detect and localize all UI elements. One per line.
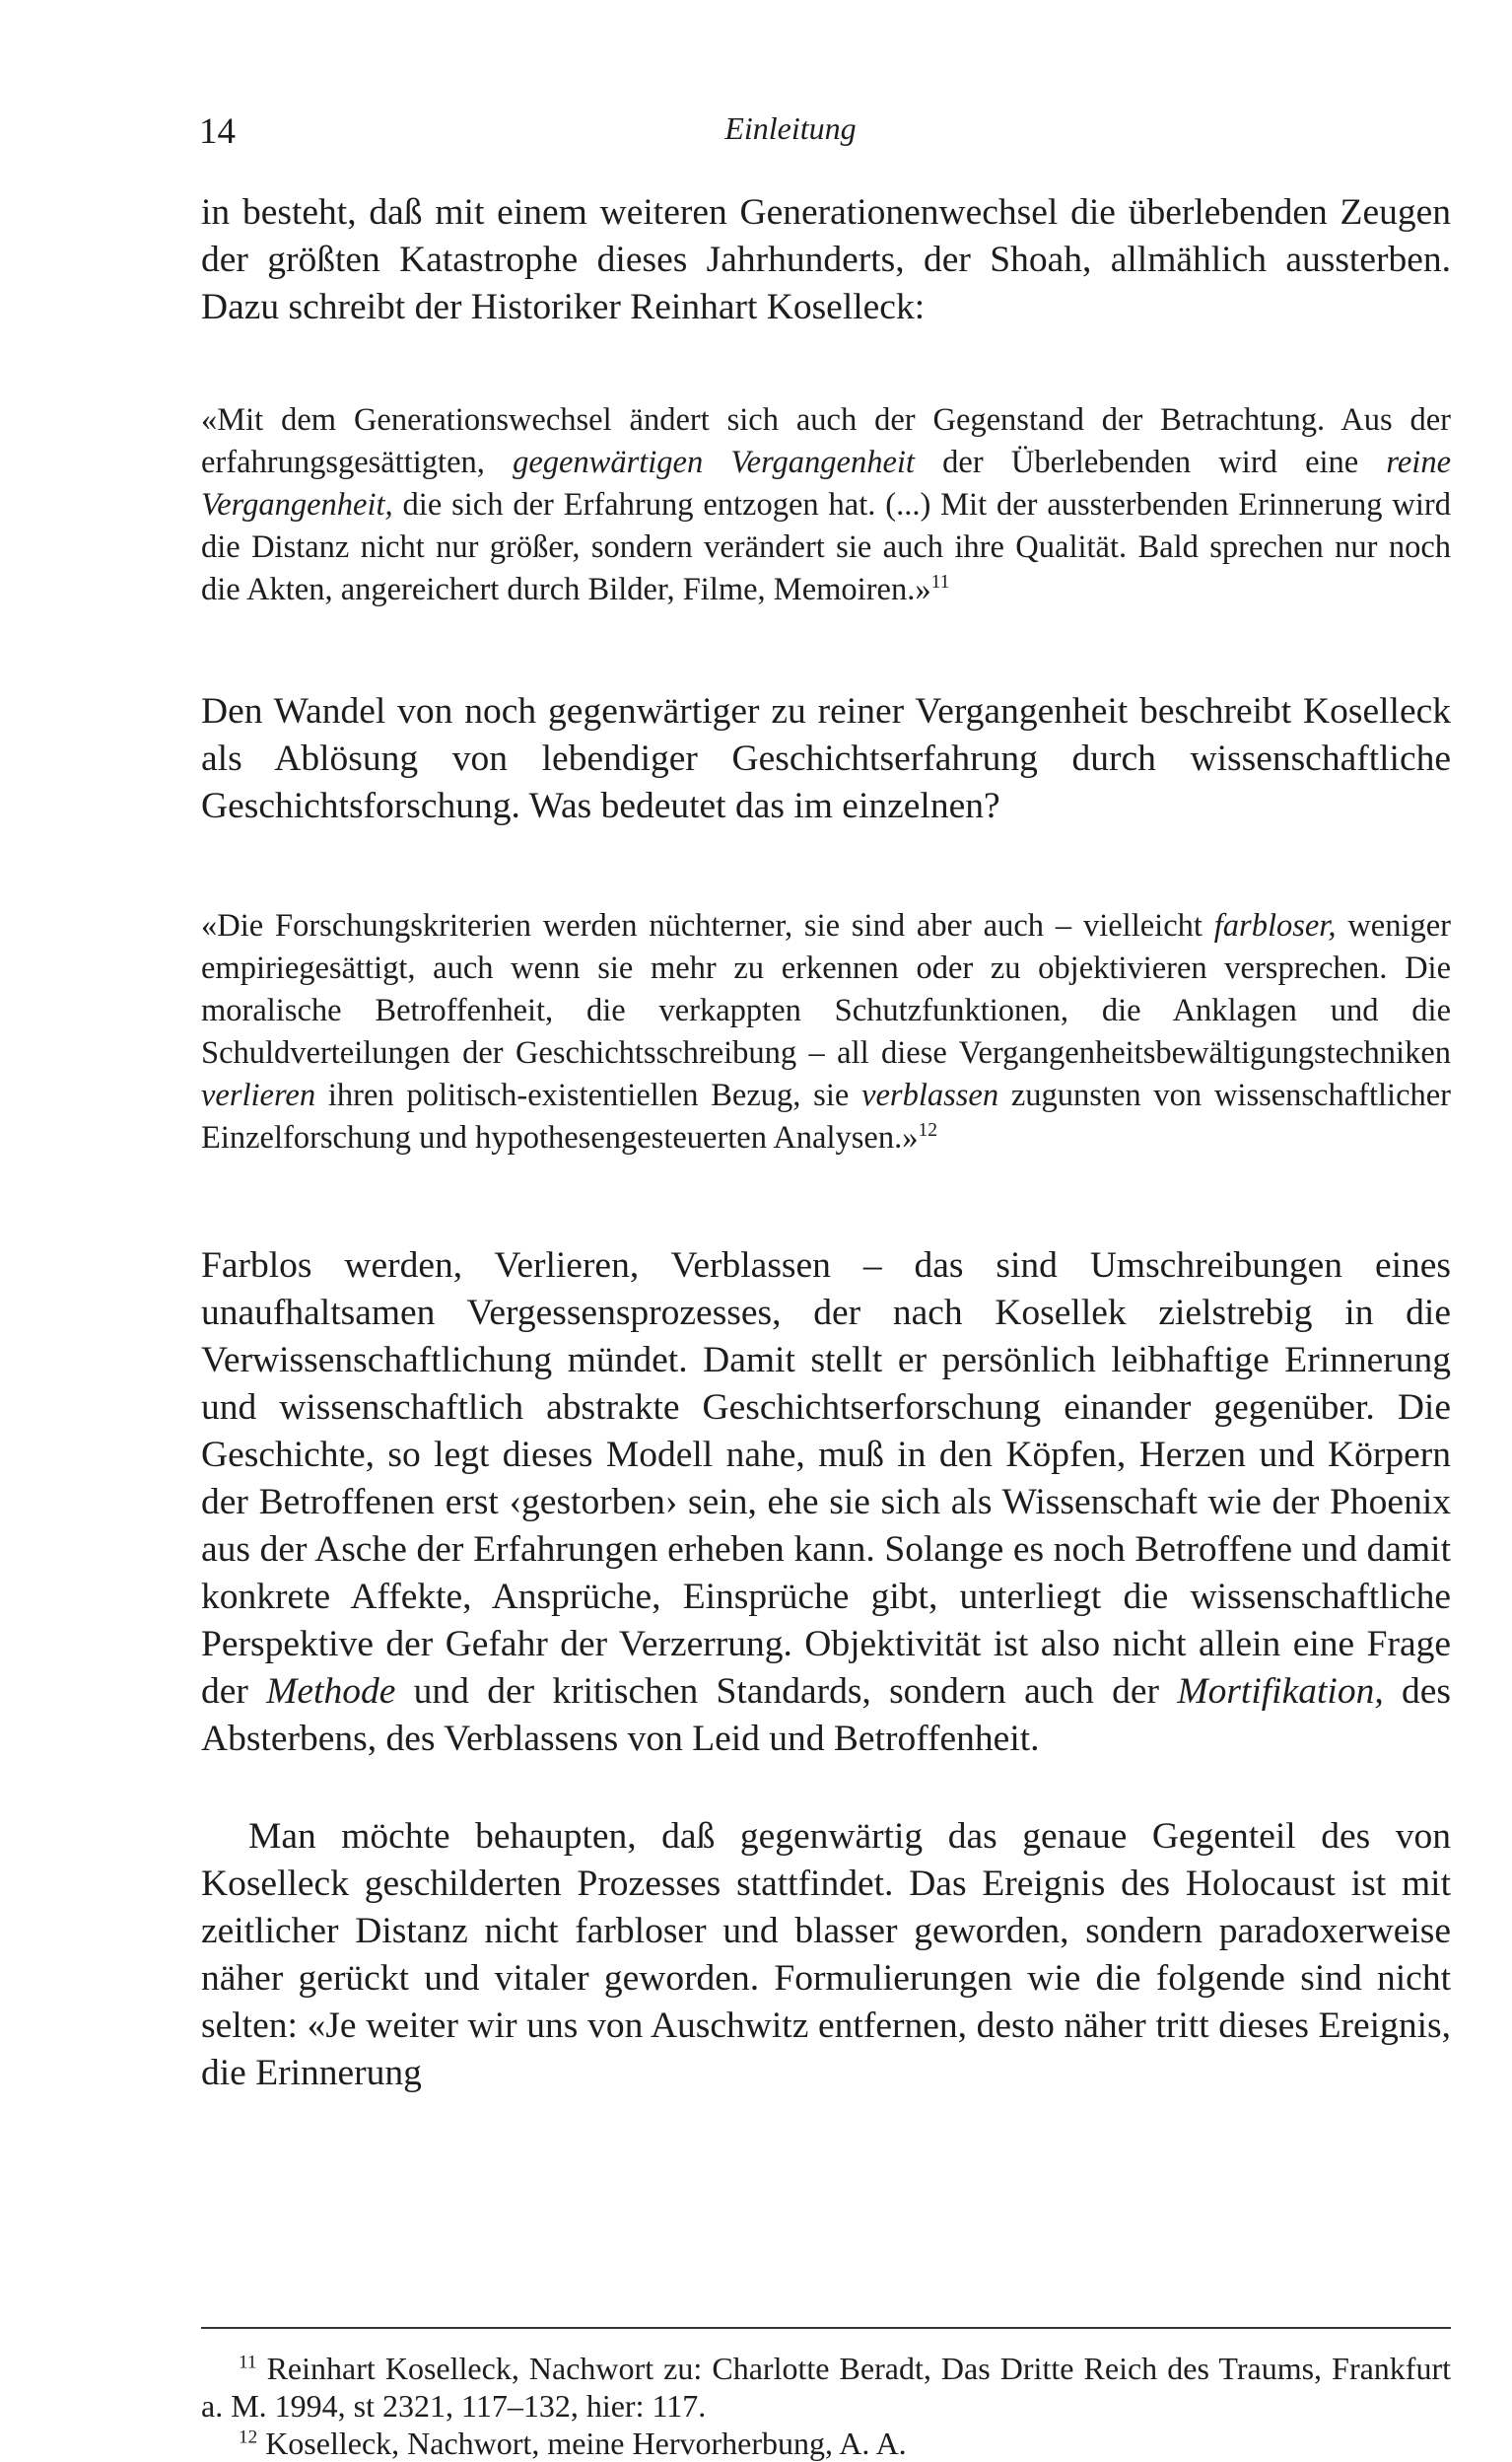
running-title: Einleitung — [724, 110, 857, 146]
quote-2-emphasis-a: farbloser, — [1213, 908, 1337, 944]
paragraph-3-text-a: Farblos werden, Verlieren, Verblassen – das sind Umschreibungen eines unaufhaltsamen Vergessensprozesses, der nach Kosellek zielstrebig in die Verwissenschaftlichung mündet. Damit stellt er persönlich leibhaftige Erinnerung und wissenschaftlich abstrakte Geschichtserforschung einander gegenüber. Die Geschichte, so legt dieses Modell nahe, muß in den Köpfen, Herzen und Körpern der Betroffenen erst ‹gestorben› sein, ehe sie sich als Wissenschaft wie der Phoenix aus der Asche der Erfahrungen erheben kann. Solange es noch Betroffene und damit konkrete Affekte, Ansprüche, Einsprüche gibt, unterliegt die wissenschaftliche Perspektive der Gefahr der Verzerrung. Objektivität ist also nicht allein eine Frage der — [201, 1245, 1451, 1712]
footnote-11-number: 11 — [239, 2352, 257, 2373]
quote-2-text-c: ihren politisch-existentiellen Bezug, sie — [315, 1078, 862, 1113]
footnote-ref-11: 11 — [930, 572, 950, 594]
paragraph-3-emphasis-a: Methode — [266, 1671, 396, 1712]
footnote-12-text: Koselleck, Nachwort, meine Hervorherbung, A. A. — [265, 2426, 907, 2461]
paragraph-1: in besteht, daß mit einem weiteren Generationenwechsel die überlebenden Zeugen der größten Katastrophe dieses Jahrhunderts, der Shoah, allmählich aussterben. Dazu schreibt der Historiker Reinhart Koselleck: — [201, 192, 1451, 327]
footnote-11 — [201, 2350, 1451, 2425]
quote-2-text-d: zugunsten von wissenschaftlicher Einzelforschung und hypothesengesteuerten Analysen.» — [201, 1078, 1451, 1156]
quote-1-text-a: «Mit dem Generationswechsel ändert sich auch der Gegenstand der Betrachtung. Aus der erfahrungsgesättigten, — [201, 402, 1451, 480]
quote-1-text-c: die sich der Erfahrung entzogen hat. (...) Mit der aussterbenden Erinnerung wird die Distanz nicht nur größer, sondern verändert sie auch ihre Qualität. Bald sprechen nur noch die Akten, angereichert durch Bilder, Filme, Memoiren.» — [201, 487, 1451, 607]
paragraph-3-text-c: des Absterbens, des Verblassens von Leid und Betroffenheit. — [201, 1671, 1451, 1759]
footnote-11-text: Reinhart Koselleck, Nachwort zu: Charlotte Beradt, Das Dritte Reich des Traums, Frankfurt a. M. 1994, st 2321, 117–132, hier: 117. — [201, 2351, 1451, 2424]
page-number: 14 — [199, 111, 236, 152]
quote-1-emphasis-b: reine Vergangenheit, — [201, 445, 1451, 523]
footnote-12-number: 12 — [239, 2427, 258, 2448]
paragraph-3-emphasis-b: Mortifikation, — [1177, 1671, 1384, 1712]
quote-1-emphasis-a: gegenwärtigen Vergangenheit — [513, 445, 915, 480]
quote-1-text-b: der Überlebenden wird eine — [914, 445, 1387, 480]
footnote-divider — [201, 2327, 1451, 2329]
quote-2-emphasis-c: verblassen — [861, 1078, 999, 1113]
paragraph-3-text-b: und der kritischen Standards, sondern auch der — [395, 1671, 1178, 1712]
footnote-ref-12: 12 — [918, 1120, 937, 1142]
quote-2-text-b: weniger empiriegesättigt, auch wenn sie mehr zu erkennen oder zu objektivieren versprechen. Die moralische Betroffenheit, die verkappten Schutzfunktionen, die Anklagen und die Schuldverteilungen der Geschichtsschreibung – all diese Vergangenheitsbewältigungstechniken — [201, 908, 1451, 1071]
paragraph-3 — [201, 1242, 1451, 1763]
quote-2-emphasis-b: verlieren — [201, 1078, 316, 1113]
paragraph-2: Den Wandel von noch gegenwärtiger zu reiner Vergangenheit beschreibt Koselleck als Ablösung von lebendiger Geschichtserfahrung durch wissenschaftliche Geschichtsforschung. Was bedeutet das im einzelnen? — [201, 691, 1451, 826]
quote-1 — [201, 399, 1451, 611]
footnote-12 — [201, 2425, 1451, 2462]
paragraph-4: Man möchte behaupten, daß gegenwärtig das genaue Gegenteil des von Koselleck geschilderten Prozesses stattfindet. Das Ereignis des Holocaust ist mit zeitlicher Distanz nicht farbloser und blasser geworden, sondern paradoxerweise näher gerückt und vitaler geworden. Formulierungen wie die folgende sind nicht selten: «Je weiter wir uns von Auschwitz entfernen, desto näher tritt dieses Ereignis, die Erinnerung — [201, 1816, 1451, 2093]
quote-2-text-a: «Die Forschungskriterien werden nüchterner, sie sind aber auch – vielleicht — [201, 908, 1214, 944]
quote-2 — [201, 905, 1451, 1160]
